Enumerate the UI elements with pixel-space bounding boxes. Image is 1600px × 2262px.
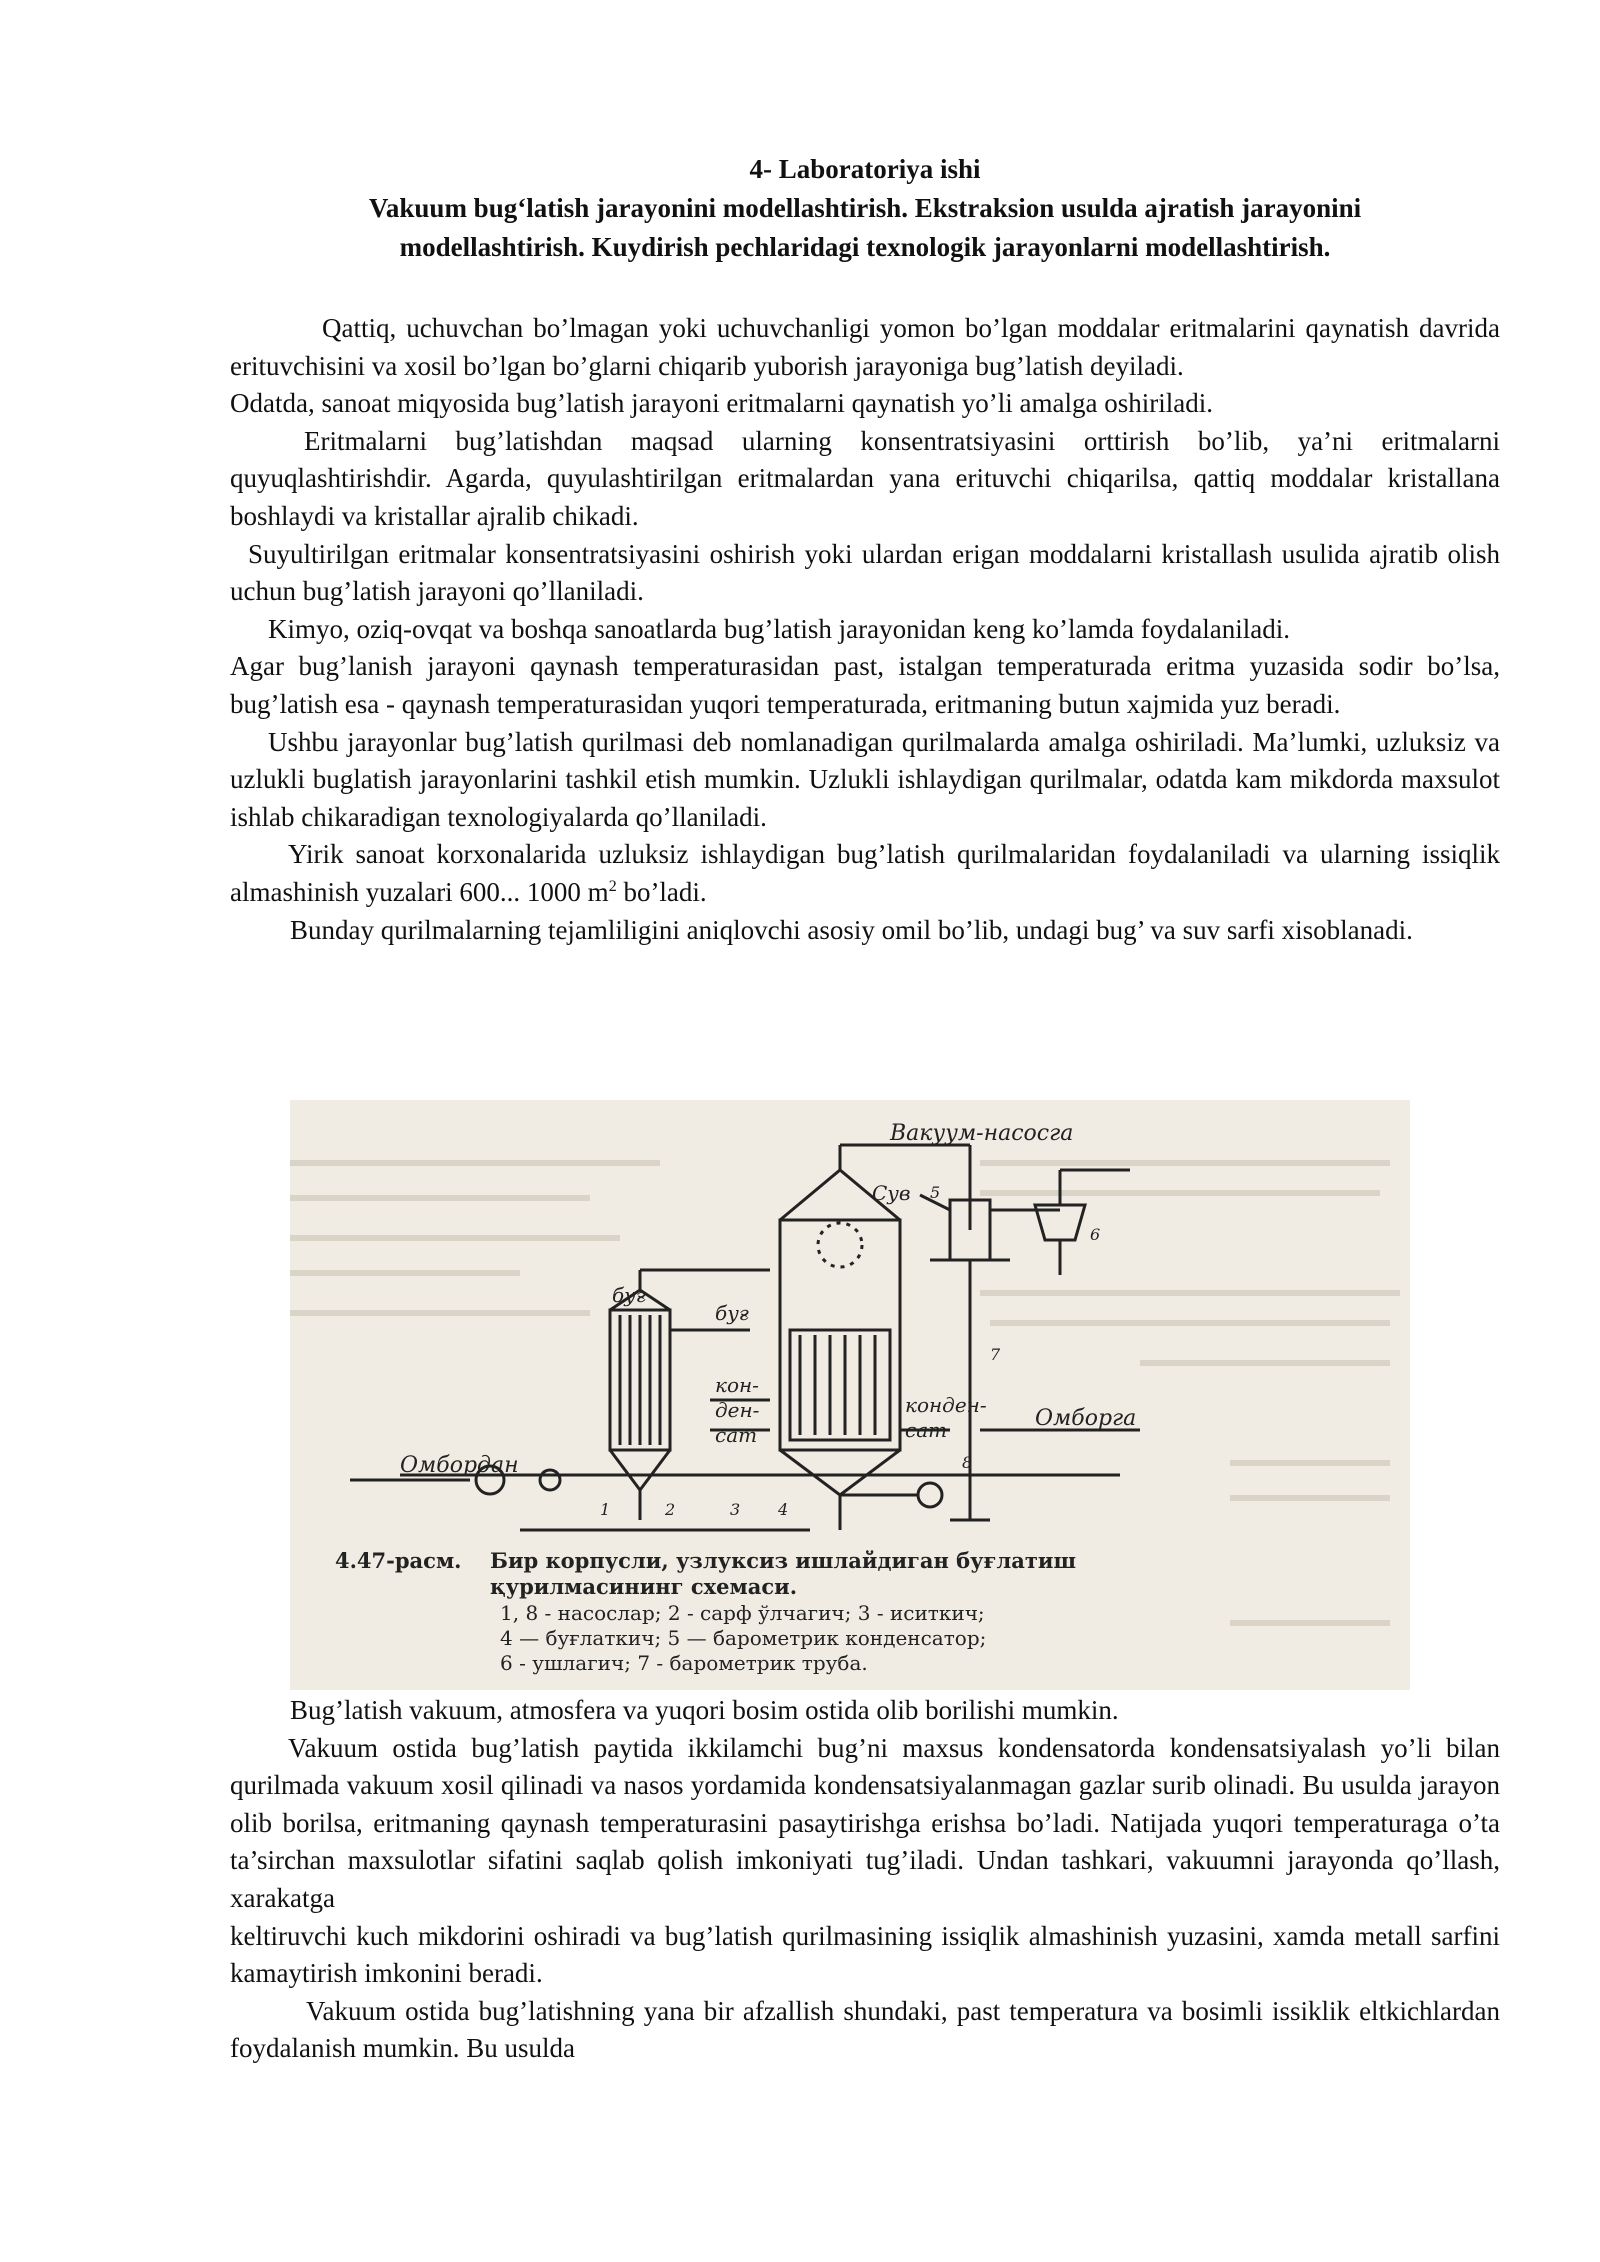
figure-caption — [335, 1548, 1076, 1675]
body-text-bottom — [230, 1692, 1500, 2068]
label-to-storage: Омборга — [1035, 1406, 1137, 1431]
paragraph: Ushbu jarayonlar bug’latish qurilmasi deb nomlanadigan qurilmalarda amalga oshiriladi. Ma’lumki, uzluksiz va uzlukli buglatish jarayonlarini tashkil etish mumkin. Uzlukli ishlaydigan qurilmalar, odatda kam mikdorda maxsulot ishlab chikaradigan texnologiyalarda qo’llaniladi. — [230, 726, 1500, 832]
label-condensate-1: кон- — [715, 1373, 759, 1397]
label-vacuum-pump: Вакуум-насосга — [890, 1121, 1074, 1146]
paragraph: Suyultirilgan eritmalar konsentratsiyasini oshirish yoki ulardan erigan moddalarni kristallash usulida ajratib olish uchun bug’latish jarayoni qo’llaniladi. — [230, 538, 1500, 607]
lab-subtitle-line-2: modellashtirish. Kuydirish pechlaridagi texnologik jarayonlarni modellashtirish. — [399, 232, 1331, 262]
label-number: 6 — [1090, 1225, 1101, 1244]
paragraph: Bug’latish vakuum, atmosfera va yuqori bosim ostida olib borilishi mumkin. — [290, 1695, 1119, 1725]
label-number: 3 — [730, 1500, 741, 1519]
paragraph: Bunday qurilmalarning tejamliligini aniqlovchi asosiy omil bo’lib, undagi bug’ va suv sarfi xisoblanadi. — [290, 914, 1413, 945]
label-number: 2 — [665, 1500, 676, 1519]
caption-line: қурилмасининг схемаси. — [490, 1574, 798, 1599]
paragraph — [230, 836, 1500, 911]
caption-line: Бир корпусли, узлуксиз ишлайдиган буғлатиш — [490, 1548, 1077, 1573]
scheme-drawing — [290, 1100, 1410, 1690]
label-number: 8 — [962, 1453, 973, 1472]
label-number: 1 — [600, 1500, 611, 1519]
paragraph: Eritmalarni bug’latishdan maqsad ularning konsentratsiyasini orttirish bo’lib, ya’ni eritmalarni quyuqlashtirishdir. Agarda, quyulashtirilgan eritmalardan yana erituvchi chiqarilsa, qattiq moddalar kristallana boshlaydi va kristallar ajralib chikadi. — [230, 425, 1500, 531]
label-condensate-2: ден- — [715, 1398, 760, 1422]
caption-line: 4 — буғлаткич; 5 — барометрик конденсатор; — [500, 1626, 987, 1650]
label-number: 5 — [930, 1183, 941, 1202]
paragraph: Vakuum ostida bug’latishning yana bir afzallish shundaki, past temperatura va bosimli issiklik eltkichlardan foydalanish mumkin. Bu usulda — [230, 1995, 1500, 2064]
label-number: 4 — [778, 1500, 789, 1519]
paragraph: Agar bug’lanish jarayoni qaynash temperaturasidan past, istalgan temperaturada eritma yuzasida sodir bo’lsa, bug’latish esa - qaynash temperaturasidan yuqori temperaturada, eritmaning butun xajmida yuz beradi. — [230, 651, 1500, 719]
superscript: 2 — [608, 877, 617, 895]
paragraph: Odatda, sanoat miqyosida bug’latish jarayoni eritmalarni qaynatish yo’li amalga oshiriladi. — [230, 388, 1213, 419]
paragraph-text: Yirik sanoat korxonalarida uzluksiz ishlaydigan bug’latish qurilmalaridan foydalaniladi va ularning issiqlik almashinish yuzalari 600... 1000 m — [230, 839, 1500, 907]
evaporator-scheme-figure — [290, 1100, 1410, 1690]
label-number: 7 — [990, 1345, 1001, 1364]
label-steam-1: буғ — [612, 1283, 646, 1307]
label-condensate-b2: сат — [905, 1418, 948, 1442]
caption-line: 6 - ушлагич; 7 - барометрик труба. — [500, 1651, 868, 1675]
body-text-top — [230, 310, 1500, 949]
label-from-storage: Омбордан — [400, 1453, 519, 1478]
paragraph: Kimyo, oziq-ovqat va boshqa sanoatlarda bug’latish jarayonidan keng ko’lamda foydalaniladi. — [268, 613, 1290, 644]
paragraph: keltiruvchi kuch mikdorini oshiradi va bug’latish qurilmasining issiqlik almashinish yuzasini, xamda metall sarfini kamaytirish imkonini beradi. — [230, 1920, 1500, 1989]
caption-title: 4.47-расм. — [335, 1548, 462, 1573]
lab-title: 4- Laboratoriya ishi — [749, 154, 981, 184]
label-water: Сув — [872, 1181, 911, 1205]
paragraph: Vakuum ostida bug’latish paytida ikkilamchi bug’ni maxsus kondensatorda kondensatsiyalash yo’li bilan qurilmada vakuum xosil qilinadi va nasos yordamida kondensatsiyalanmagan gazlar surib olinadi. Bu usulda jarayon olib borilsa, eritmaning qaynash temperaturasini pasaytirishga erishsa bo’ladi. Natijada yuqori temperaturaga o’ta ta’sirchan maxsulotlar sifatini saqlab qolish imkoniyati tug’iladi. Undan tashkari, vakuumni jarayonda qo’llash, xarakatga — [230, 1732, 1500, 1913]
lab-subtitle-line-1: Vakuum bug‘latish jarayonini modellashtirish. Ekstraksion usulda ajratish jarayonini — [368, 193, 1362, 223]
label-condensate-b1: конден- — [905, 1393, 987, 1417]
heading-block — [230, 150, 1500, 267]
label-condensate-3: сат — [715, 1423, 758, 1447]
label-steam-2: буғ — [715, 1301, 749, 1325]
caption-line: 1, 8 - насослар; 2 - сарф ўлчагич; 3 - иситкич; — [500, 1601, 985, 1625]
paragraph-text: bo’ladi. — [616, 876, 707, 907]
paragraph: Qattiq, uchuvchan bo’lmagan yoki uchuvchanligi yomon bo’lgan moddalar eritmalarini qaynatish davrida erituvchisini va xosil bo’lgan bo’glarni chiqarib yuborish jarayoniga bug’latish deyiladi. — [230, 313, 1500, 381]
